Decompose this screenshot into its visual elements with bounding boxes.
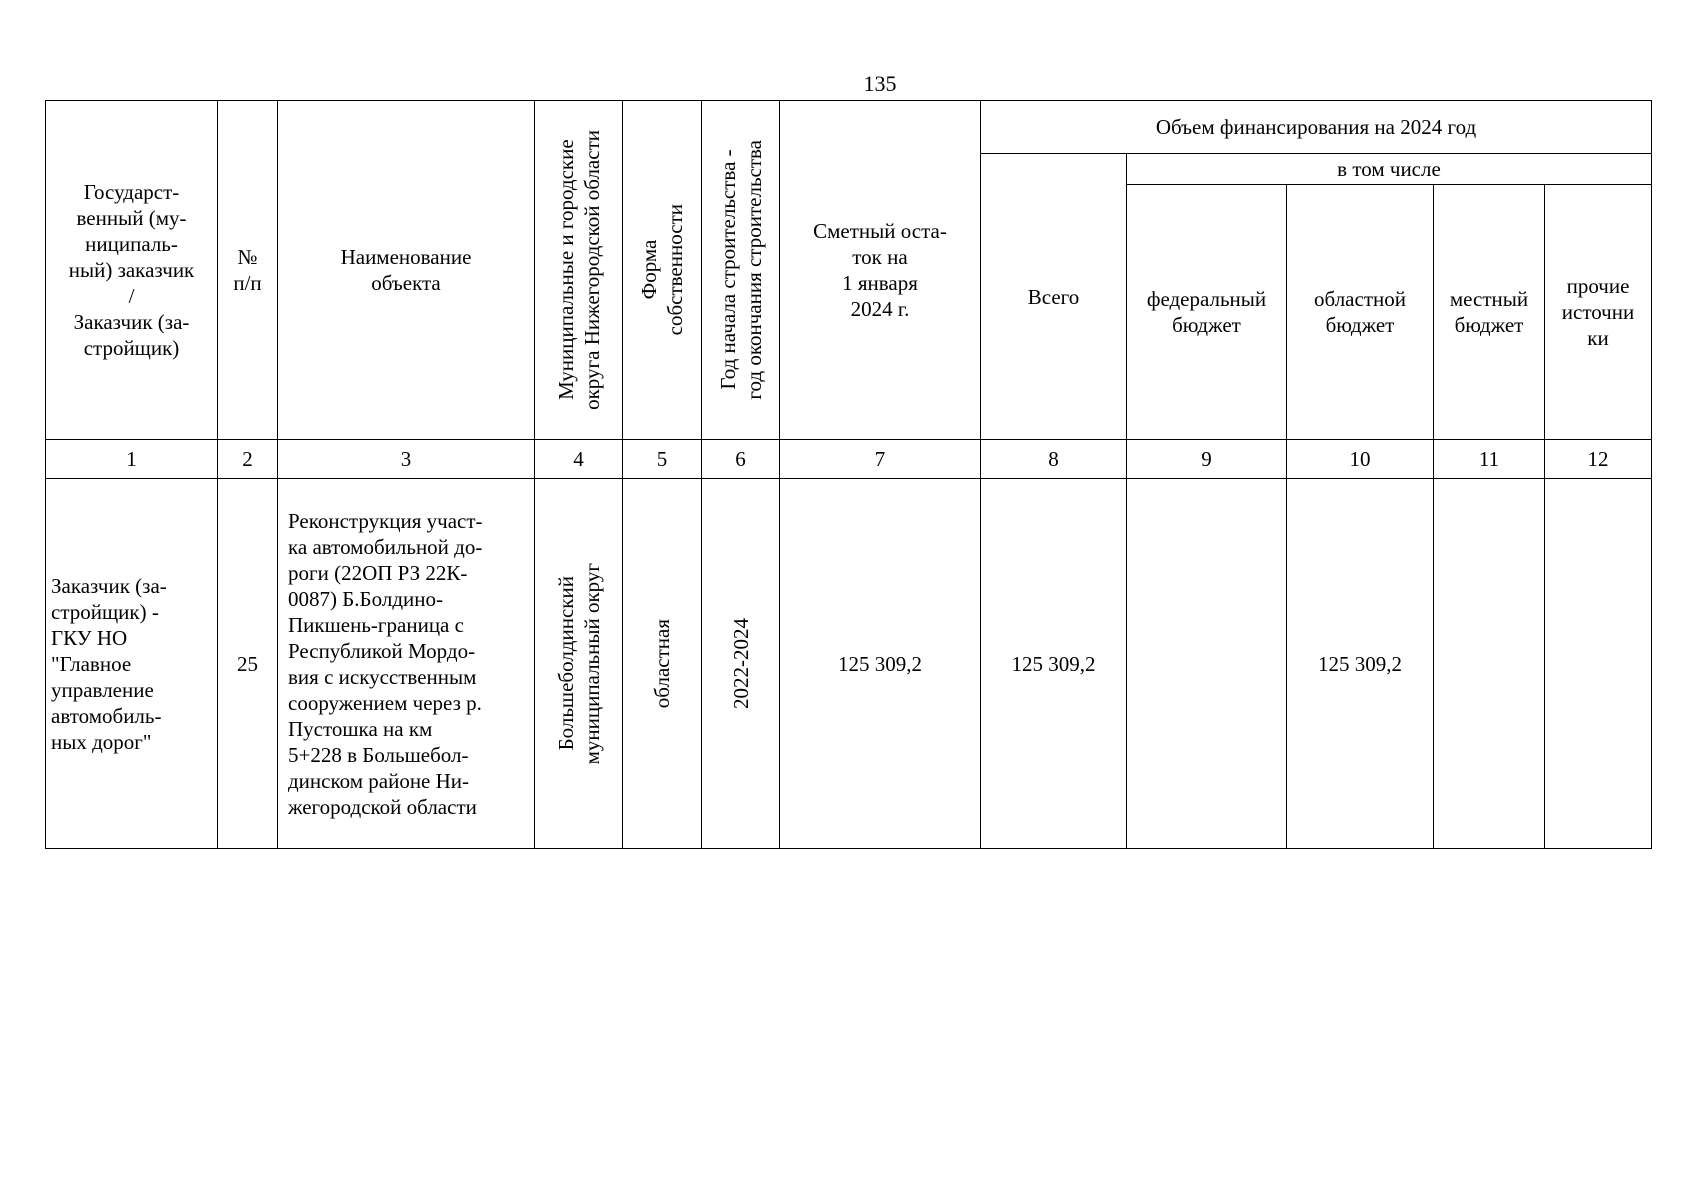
- header-funding-title: Объем финансирования на 2024 год: [981, 101, 1652, 154]
- row-local: [1434, 479, 1545, 849]
- header-federal: федеральный бюджет: [1127, 185, 1287, 440]
- row-other: [1545, 479, 1652, 849]
- row-ownership-text: областная: [650, 618, 674, 709]
- financing-table: [45, 100, 1652, 849]
- column-number: 2: [218, 440, 278, 479]
- page-number: 135: [863, 71, 897, 96]
- header-local: местный бюджет: [1434, 185, 1545, 440]
- column-number-row: [46, 440, 1652, 479]
- row-municipal: [535, 479, 623, 849]
- row-years-text: 2022-2024: [728, 618, 753, 709]
- row-customer: Заказчик (за- стройщик) - ГКУ НО "Главное управление автомобиль- ных дорог": [46, 479, 218, 849]
- column-number: 7: [780, 440, 981, 479]
- header-estimate: Сметный оста- ток на 1 января 2024 г.: [780, 101, 981, 440]
- row-regional: 125 309,2: [1287, 479, 1434, 849]
- column-number: 5: [623, 440, 702, 479]
- column-number: 6: [702, 440, 780, 479]
- header-row-1: [46, 101, 1652, 154]
- column-number: 8: [981, 440, 1127, 479]
- row-estimate: 125 309,2: [780, 479, 981, 849]
- row-ownership: [623, 479, 702, 849]
- header-years-text: Год начала строительства - год окончания строительства: [715, 140, 766, 400]
- column-number: 12: [1545, 440, 1652, 479]
- header-total: Всего: [981, 154, 1127, 440]
- column-number: 9: [1127, 440, 1287, 479]
- column-number: 1: [46, 440, 218, 479]
- header-municipal-text: Муниципальные и городские округа Нижегородской области: [553, 130, 604, 410]
- row-federal: [1127, 479, 1287, 849]
- header-number: № п/п: [218, 101, 278, 440]
- column-number: 10: [1287, 440, 1434, 479]
- header-years: [702, 101, 780, 440]
- header-other: прочие источни ки: [1545, 185, 1652, 440]
- header-customer: Государст- венный (му- ниципаль- ный) заказчик / Заказчик (за- стройщик): [46, 101, 218, 440]
- header-regional: областной бюджет: [1287, 185, 1434, 440]
- row-object-name: Реконструкция участ- ка автомобильной до- роги (22ОП РЗ 22К- 0087) Б.Болдино- Пикшень-граница с Республикой Мордо- вия с искусственным сооружением через р. Пустошка на км 5+228 в Большебол- динском районе Ни- жегородской области: [278, 479, 535, 849]
- header-ownership-text: Форма собственности: [637, 204, 687, 336]
- table-row: [46, 479, 1652, 849]
- header-ownership: [623, 101, 702, 440]
- row-total: 125 309,2: [981, 479, 1127, 849]
- row-years: [702, 479, 780, 849]
- column-number: 11: [1434, 440, 1545, 479]
- header-including: в том числе: [1127, 154, 1652, 185]
- row-number: 25: [218, 479, 278, 849]
- column-number: 3: [278, 440, 535, 479]
- header-municipal: [535, 101, 623, 440]
- header-object-name: Наименование объекта: [278, 101, 535, 440]
- row-municipal-text: Большеболдинский муниципальный округ: [553, 562, 604, 765]
- column-number: 4: [535, 440, 623, 479]
